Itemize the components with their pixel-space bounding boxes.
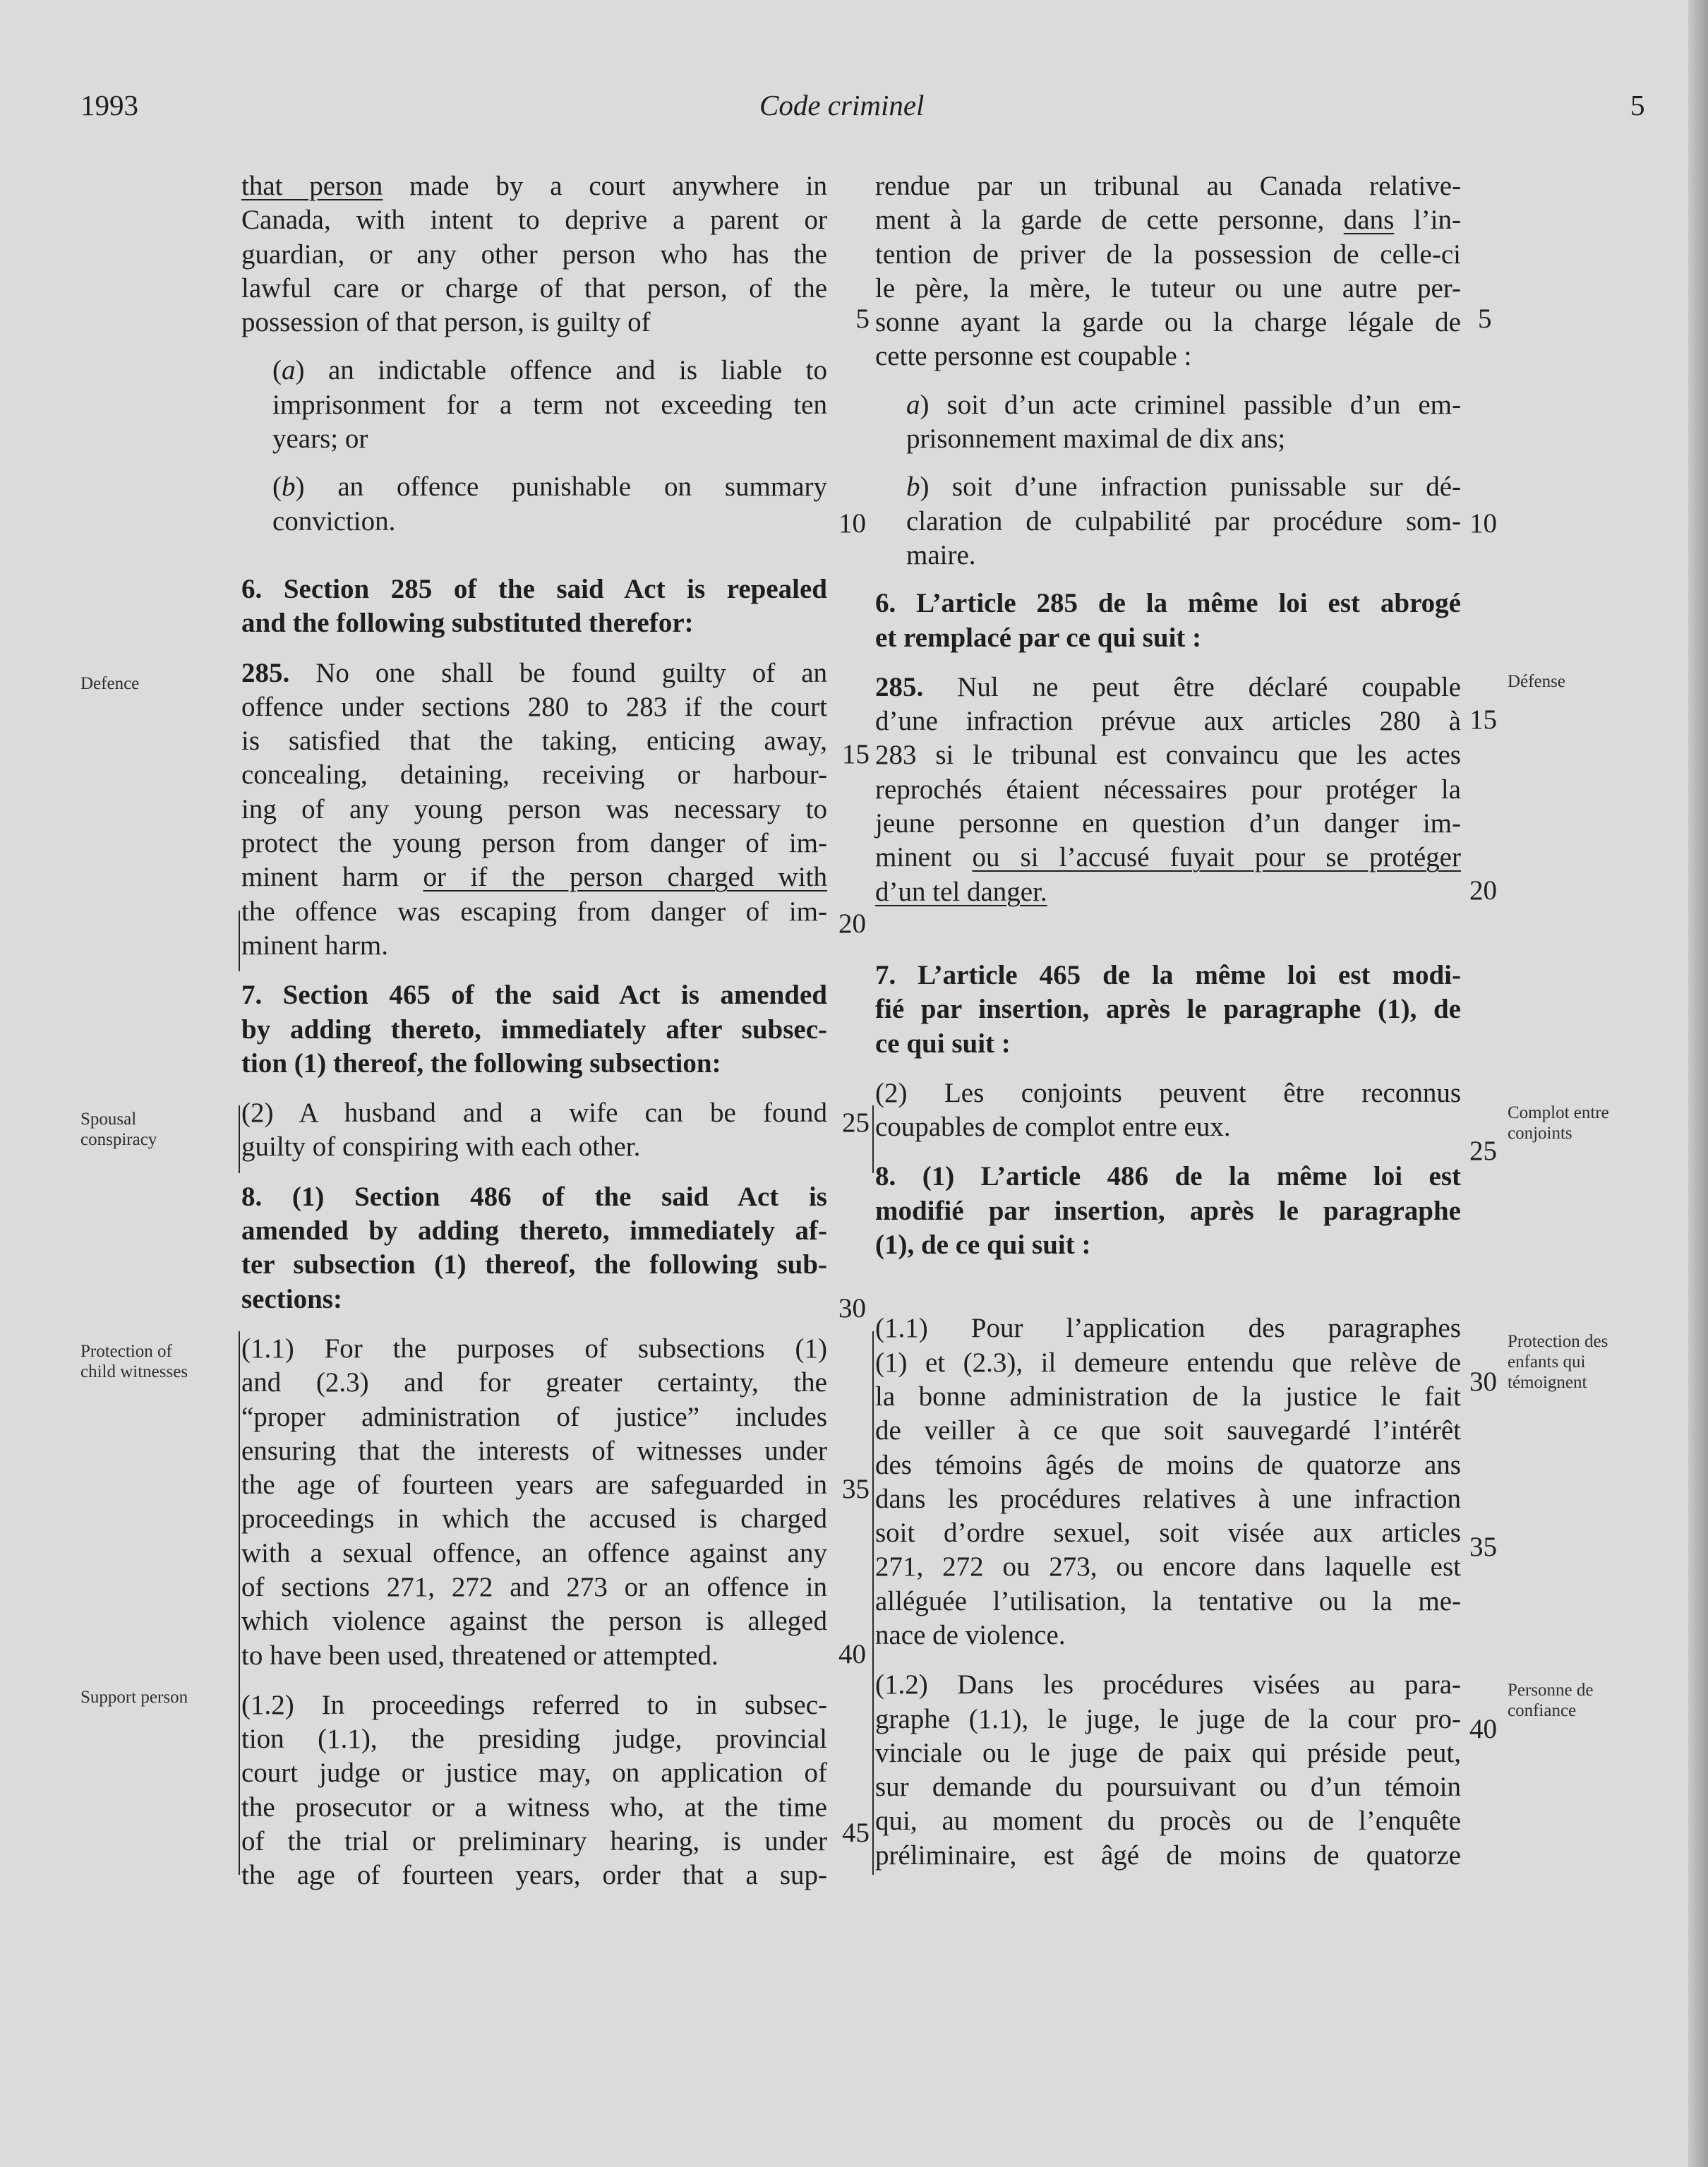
text-line: prisonnement maximal de dix ans;: [906, 424, 1286, 455]
text-line: d’un tel danger.: [875, 876, 1047, 907]
margin-note-spousal-conspiracy: Spousal conspiracy: [80, 1110, 157, 1149]
text-line: (2) Les conjoints peuvent être reconnus: [875, 1077, 1461, 1108]
change-bar: [872, 1105, 874, 1173]
text-line: 283 si le tribunal est convaincu que les actes: [875, 740, 1461, 771]
french-column: [875, 169, 1461, 1873]
line-number: 30: [838, 1293, 866, 1323]
text-line: which violence against the person is alleged: [241, 1606, 827, 1637]
line-number: 30: [1469, 1367, 1497, 1397]
header-year: 1993: [80, 89, 138, 121]
text-line: (a) an indictable offence and is liable to: [272, 355, 827, 386]
text-line: guilty of conspiring with each other.: [241, 1131, 641, 1163]
margin-note-protection-child-witnesses: Protection of child witnesses: [80, 1342, 188, 1381]
line-number: 15: [842, 739, 870, 769]
text-line: alléguée l’utilisation, la tentative ou la me-: [875, 1585, 1461, 1616]
margin-note-protection-enfants: Protection des enfants qui témoignent: [1508, 1332, 1608, 1392]
line-number: 40: [838, 1639, 866, 1669]
text-line: proceedings in which the accused is charged: [241, 1503, 827, 1535]
text-line: jeune personne en question d’un danger im-: [875, 808, 1461, 839]
text-line: graphe (1.1), le juge, le juge de la cour pro-: [875, 1703, 1461, 1734]
text-line: (2) A husband and a wife can be found: [241, 1098, 827, 1129]
text-line: guardian, or any other person who has the: [241, 239, 827, 270]
text-line: court judge or justice may, on application of: [241, 1758, 827, 1789]
text-line: of sections 271, 272 and 273 or an offence in: [241, 1571, 827, 1602]
section-heading: sections:: [241, 1283, 342, 1314]
text-line: qui, au moment du procès ou de l’enquête: [875, 1806, 1461, 1837]
text-line: conviction.: [272, 505, 396, 536]
text-line: ment à la garde de cette personne, dans l’in-: [875, 205, 1461, 236]
text-line: concealing, detaining, receiving or harbour-: [241, 760, 827, 791]
section-heading: 7. L’article 465 de la même loi est modi-: [875, 959, 1461, 990]
text-line: maire.: [906, 539, 976, 570]
scan-edge-shadow: [1688, 0, 1708, 2167]
text-line: (1) et (2.3), il demeure entendu que relève de: [875, 1347, 1461, 1378]
text-line: that person made by a court anywhere in: [241, 171, 827, 201]
line-number: 10: [838, 508, 866, 539]
text-line: sur demande du poursuivant ou d’un témoin: [875, 1772, 1461, 1803]
section-heading: tion (1) thereof, the following subsection:: [241, 1048, 721, 1079]
section-heading: and the following substituted therefor:: [241, 608, 694, 639]
text-line: the age of fourteen years, order that a sup-: [241, 1860, 827, 1891]
section-heading: (1), de ce qui suit :: [875, 1230, 1091, 1261]
text-line: claration de culpabilité par procédure som-: [906, 505, 1461, 536]
margin-note-defence: Defence: [80, 674, 140, 693]
section-heading: 6. L’article 285 de la même loi est abrogé: [875, 588, 1461, 619]
text-line: 285. Nul ne peut être déclaré coupable: [875, 671, 1461, 702]
text-line: (1.2) Dans les procédures visées au para-: [875, 1669, 1461, 1700]
section-heading: fié par insertion, après le paragraphe (1), de: [875, 994, 1461, 1025]
section-heading: 8. (1) Section 486 of the said Act is: [241, 1181, 827, 1212]
text-line: minent harm or if the person charged with: [241, 862, 828, 893]
header-title: Code criminel: [759, 89, 925, 121]
text-line: d’une infraction prévue aux articles 280 à: [875, 706, 1461, 737]
section-heading: 7. Section 465 of the said Act is amended: [241, 980, 827, 1011]
text-line: imprisonment for a term not exceeding ten: [272, 389, 827, 420]
text-line: tention de priver de la possession de celle-ci: [875, 239, 1461, 270]
text-line: nace de violence.: [875, 1619, 1066, 1650]
text-line: des témoins âgés de moins de quatorze ans: [875, 1449, 1461, 1480]
text-line: de veiller à ce que soit sauvegardé l’intérêt: [875, 1415, 1461, 1446]
section-heading: et remplacé par ce qui suit :: [875, 622, 1202, 653]
margin-note-personne-confiance: Personne de confiance: [1508, 1681, 1594, 1720]
text-line: rendue par un tribunal au Canada relative-: [875, 171, 1461, 201]
header-page-number: 5: [1630, 89, 1645, 121]
text-line: 285. No one shall be found guilty of an: [241, 657, 828, 688]
change-bar: [239, 1331, 240, 1875]
text-line: years; or: [272, 424, 368, 455]
margin-note-defense: Défense: [1508, 672, 1565, 691]
text-line: protect the young person from danger of im-: [241, 828, 827, 859]
line-number: 25: [842, 1107, 870, 1138]
change-bar: [872, 1331, 874, 1875]
text-line: le père, la mère, le tuteur ou une autre per-: [875, 272, 1461, 304]
text-line: préliminaire, est âgé de moins de quatorze: [875, 1839, 1461, 1871]
margin-note-support-person: Support person: [80, 1688, 188, 1707]
text-line: (1.1) For the purposes of subsections (1): [241, 1333, 827, 1364]
line-number: 25: [1469, 1136, 1497, 1166]
line-number: 35: [842, 1474, 870, 1504]
line-number: 10: [1469, 508, 1497, 539]
line-number: 45: [842, 1818, 870, 1848]
section-heading: modifié par insertion, après le paragraphe: [875, 1195, 1461, 1226]
section-heading: 8. (1) L’article 486 de la même loi est: [875, 1161, 1461, 1192]
text-line: soit d’ordre sexuel, soit visée aux articles: [875, 1518, 1461, 1549]
text-line: the offence was escaping from danger of im-: [241, 896, 827, 927]
text-line: lawful care or charge of that person, of the: [241, 272, 827, 304]
line-number: 40: [1469, 1714, 1497, 1744]
text-line: a) soit d’un acte criminel passible d’un em-: [906, 389, 1461, 420]
text-line: “proper administration of justice” includes: [241, 1401, 827, 1432]
text-line: 271, 272 ou 273, ou encore dans laquelle est: [875, 1551, 1461, 1583]
text-line: tion (1.1), the presiding judge, provincial: [241, 1724, 827, 1755]
section-heading: ce qui suit :: [875, 1028, 1011, 1059]
line-number: 20: [1469, 875, 1497, 906]
text-line: the age of fourteen years are safeguarded in: [241, 1470, 827, 1501]
section-heading: amended by adding thereto, immediately af-: [241, 1215, 827, 1247]
line-number: 5: [1478, 304, 1492, 334]
change-bar: [239, 1105, 240, 1173]
text-line: to have been used, threatened or attempted.: [241, 1640, 718, 1671]
text-line: with a sexual offence, an offence against any: [241, 1537, 827, 1568]
english-column: [241, 169, 827, 1893]
text-line: the prosecutor or a witness who, at the time: [241, 1791, 827, 1823]
line-number: 15: [1469, 704, 1497, 735]
line-number: 20: [838, 908, 866, 939]
text-line: ing of any young person was necessary to: [241, 793, 827, 824]
text-line: minent harm.: [241, 930, 388, 961]
text-line: dans les procédures relatives à une infraction: [875, 1483, 1461, 1514]
text-line: coupables de complot entre eux.: [875, 1112, 1231, 1143]
text-line: (b) an offence punishable on summary: [272, 472, 827, 503]
text-line: minent ou si l’accusé fuyait pour se protéger: [875, 842, 1461, 873]
text-line: (1.1) Pour l’application des paragraphes: [875, 1313, 1461, 1344]
text-line: and (2.3) and for greater certainty, the: [241, 1367, 827, 1398]
text-line: sonne ayant la garde ou la charge légale de: [875, 307, 1461, 338]
text-line: cette personne est coupable :: [875, 341, 1192, 372]
section-heading: by adding thereto, immediately after subsec-: [241, 1014, 827, 1045]
text-line: reprochés étaient nécessaires pour protéger la: [875, 774, 1461, 805]
text-line: ensuring that the interests of witnesses under: [241, 1435, 827, 1466]
text-line: (1.2) In proceedings referred to in subsec-: [241, 1689, 827, 1720]
text-line: b) soit d’une infraction punissable sur dé-: [906, 472, 1461, 503]
line-number: 5: [855, 304, 870, 334]
text-line: Canada, with intent to deprive a parent or: [241, 205, 827, 236]
text-line: vinciale ou le juge de paix qui préside peut,: [875, 1737, 1461, 1768]
text-line: offence under sections 280 to 283 if the court: [241, 691, 827, 722]
section-heading: ter subsection (1) thereof, the following sub-: [241, 1249, 827, 1280]
margin-note-complot-conjoints: Complot entre conjoints: [1508, 1103, 1609, 1143]
text-line: la bonne administration de la justice le fait: [875, 1381, 1461, 1412]
line-number: 35: [1469, 1532, 1497, 1562]
text-line: possession of that person, is guilty of: [241, 307, 651, 338]
change-bar: [239, 911, 240, 971]
text-line: is satisfied that the taking, enticing away,: [241, 726, 827, 757]
text-line: of the trial or preliminary hearing, is under: [241, 1826, 827, 1857]
section-heading: 6. Section 285 of the said Act is repealed: [241, 573, 827, 604]
